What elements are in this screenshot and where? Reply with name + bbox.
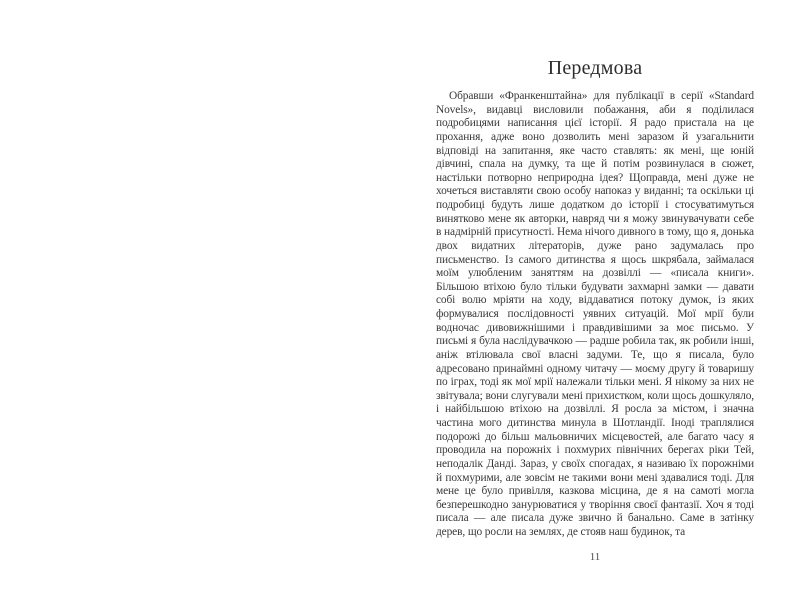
- page-number: 11: [589, 551, 601, 563]
- chapter-title: Передмова: [547, 57, 643, 79]
- content-column: [436, 58, 754, 540]
- body-text-paragraph: Обравши «Франкенштайна» для публікації в серії «Standard Novels», видавці висловили побажання, аби я поділилася подробицями написання цієї історії. Я радо пристала на це прохання, адже воно дозволить мені заразом й узагальнити відповіді на запитання, яке часто ставлять: як мені, ще юній дівчині, спала на думку, та ще й потім розвинулася в сюжет, настільки потворно неприродна ідея? Щоправда, мені дуже не хочеться виставляти свою особу напоказ у виданні; та оскільки ці подробиці будуть лише додатком до історії і стосуватимуться винятково мене як авторки, навряд чи я можу звинувачувати себе в надмірній присутності. Нема нічого дивного в тому, що я, донька двох видатних літераторів, дуже рано задумалась про письменство. Із самого дитинства я щось шкрябала, займалася моїм улюбленим заняттям на дозвіллі — «писала книги». Більшою втіхою було тільки будувати захмарні замки — давати собі волю мріяти на ходу, віддаватися потоку думок, із яких формувалися послідовності уявних ситуацій. Мої мрії були водночас дивовижнішими і правдивішими за моє письмо. У письмі я була наслідувачкою — радше робила так, як робили інші, аніж втілювала свої власні задуми. Те, що я писала, було адресовано принаймні одному читачу — моєму другу й товаришу по іграх, тоді як мої мрії належали тільки мені. Я нікому за них не звітувала; вони слугували мені прихистком, коли щось дошкуляло, і найбільшою втіхою на дозвіллі. Я росла за містом, і значна частина мого дитинства минула в Шотландії. Іноді траплялися подорожі до більш мальовничих місцевостей, але багато часу я проводила на порожніх і похмурих північних берегах ріки Тей, неподалік Данді. Зараз, у своїх спогадах, я називаю їх порожніми й похмурими, але зовсім не такими вони мені здавалися тоді. Для мене це було привілля, казкова місцина, де я на самоті могла безперешкодно занурюватися у творіння своєї фантазії. Хоч я тоді писала — але писала дуже звично й банально. Саме в затінку дерев, що росли на землях, де стояв наш будинок, та: [436, 90, 754, 538]
